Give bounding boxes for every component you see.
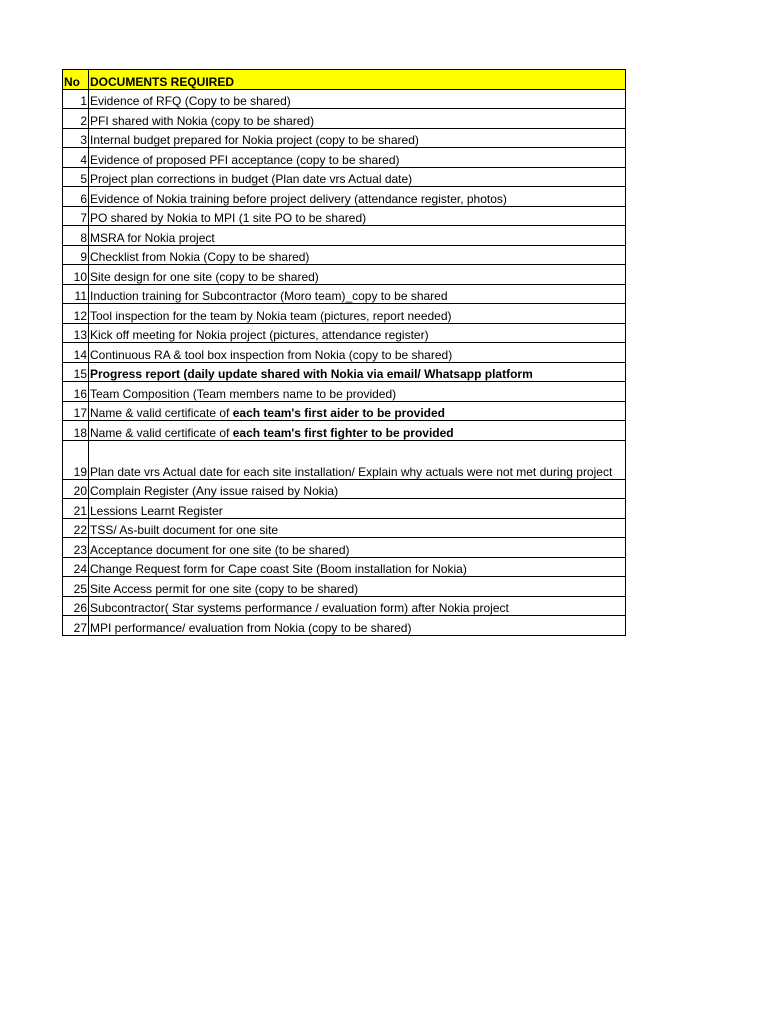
row-number-cell[interactable]: 19 [63,440,89,479]
table-row [63,304,626,324]
document-text-bold: each team's first aider to be provided [232,406,445,420]
table-row [63,167,626,187]
document-cell[interactable]: Acceptance document for one site (to be shared) [89,538,626,558]
table-row [63,616,626,636]
table-row [63,440,626,479]
row-number-cell[interactable]: 9 [63,245,89,265]
row-number-cell[interactable]: 12 [63,304,89,324]
document-cell[interactable]: MPI performance/ evaluation from Nokia (copy to be shared) [89,616,626,636]
document-cell[interactable]: TSS/ As-built document for one site [89,518,626,538]
document-text: Name & valid certificate of [90,425,233,440]
document-cell[interactable]: Change Request form for Cape coast Site (Boom installation for Nokia) [89,557,626,577]
row-number-cell[interactable]: 3 [63,128,89,148]
document-cell[interactable]: Continuous RA & tool box inspection from Nokia (copy to be shared) [89,343,626,363]
row-number-cell[interactable]: 24 [63,557,89,577]
document-cell-bold[interactable]: Progress report (daily update shared with Nokia via email/ Whatsapp platform [89,362,626,382]
document-cell[interactable]: Complain Register (Any issue raised by Nokia) [89,479,626,499]
table-row [63,148,626,168]
row-number-cell[interactable]: 23 [63,538,89,558]
table-row [63,596,626,616]
row-number-cell[interactable]: 10 [63,265,89,285]
row-number-cell[interactable]: 16 [63,382,89,402]
table-row [63,323,626,343]
table-header-row [63,70,626,90]
row-number-cell[interactable]: 8 [63,226,89,246]
row-number-cell[interactable]: 15 [63,362,89,382]
document-cell[interactable]: Evidence of proposed PFI acceptance (copy to be shared) [89,148,626,168]
table-row [63,245,626,265]
document-cell[interactable]: Kick off meeting for Nokia project (pictures, attendance register) [89,323,626,343]
table-row [63,284,626,304]
table-row [63,518,626,538]
document-cell[interactable]: Team Composition (Team members name to be provided) [89,382,626,402]
document-text: Name & valid certificate of [90,406,233,420]
row-number-cell[interactable]: 18 [63,421,89,441]
table-row [63,362,626,382]
table-row [63,557,626,577]
table-row [63,206,626,226]
row-number-cell[interactable]: 13 [63,323,89,343]
table-row [63,382,626,402]
document-cell[interactable]: Induction training for Subcontractor (Moro team)_copy to be shared [89,284,626,304]
document-cell[interactable]: Site design for one site (copy to be shared) [89,265,626,285]
row-number-cell[interactable]: 14 [63,343,89,363]
table-row [63,109,626,129]
row-number-cell[interactable]: 20 [63,479,89,499]
header-documents-cell[interactable]: DOCUMENTS REQUIRED [89,70,626,90]
document-cell[interactable]: Subcontractor( Star systems performance / evaluation form) after Nokia project [89,596,626,616]
row-number-cell[interactable]: 5 [63,167,89,187]
table-row [63,128,626,148]
document-cell[interactable]: PO shared by Nokia to MPI (1 site PO to be shared) [89,206,626,226]
table-row [63,89,626,109]
row-number-cell[interactable]: 26 [63,596,89,616]
document-cell[interactable]: PFI shared with Nokia (copy to be shared) [89,109,626,129]
document-cell[interactable]: Site Access permit for one site (copy to be shared) [89,577,626,597]
row-number-cell[interactable]: 4 [63,148,89,168]
documents-required-table [62,69,626,636]
table-row [63,265,626,285]
table-row [63,187,626,207]
row-number-cell[interactable]: 17 [63,401,89,421]
document-cell[interactable]: Internal budget prepared for Nokia project (copy to be shared) [89,128,626,148]
row-number-cell[interactable]: 22 [63,518,89,538]
document-cell[interactable]: Project plan corrections in budget (Plan date vrs Actual date) [89,167,626,187]
row-number-cell[interactable]: 2 [63,109,89,129]
document-cell[interactable]: Tool inspection for the team by Nokia team (pictures, report needed) [89,304,626,324]
table-row [63,421,626,441]
table-row [63,538,626,558]
table-row [63,401,626,421]
document-cell[interactable] [89,421,626,441]
header-no-cell[interactable]: No [63,70,89,90]
table-row [63,479,626,499]
table-row [63,499,626,519]
row-number-cell[interactable]: 1 [63,89,89,109]
row-number-cell[interactable]: 11 [63,284,89,304]
document-cell[interactable]: Evidence of RFQ (Copy to be shared) [89,89,626,109]
document-cell[interactable]: Lessions Learnt Register [89,499,626,519]
table-row [63,226,626,246]
row-number-cell[interactable]: 25 [63,577,89,597]
row-number-cell[interactable]: 21 [63,499,89,519]
document-cell[interactable]: Plan date vrs Actual date for each site installation/ Explain why actuals were not met during project [89,440,626,479]
row-number-cell[interactable]: 27 [63,616,89,636]
row-number-cell[interactable]: 6 [63,187,89,207]
table-row [63,577,626,597]
row-number-cell[interactable]: 7 [63,206,89,226]
document-cell[interactable] [89,401,626,421]
document-cell[interactable]: Evidence of Nokia training before project delivery (attendance register, photos) [89,187,626,207]
document-text-bold: each team's first fighter to be provided [232,425,454,440]
document-cell[interactable]: Checklist from Nokia (Copy to be shared) [89,245,626,265]
table-row [63,343,626,363]
document-cell[interactable]: MSRA for Nokia project [89,226,626,246]
